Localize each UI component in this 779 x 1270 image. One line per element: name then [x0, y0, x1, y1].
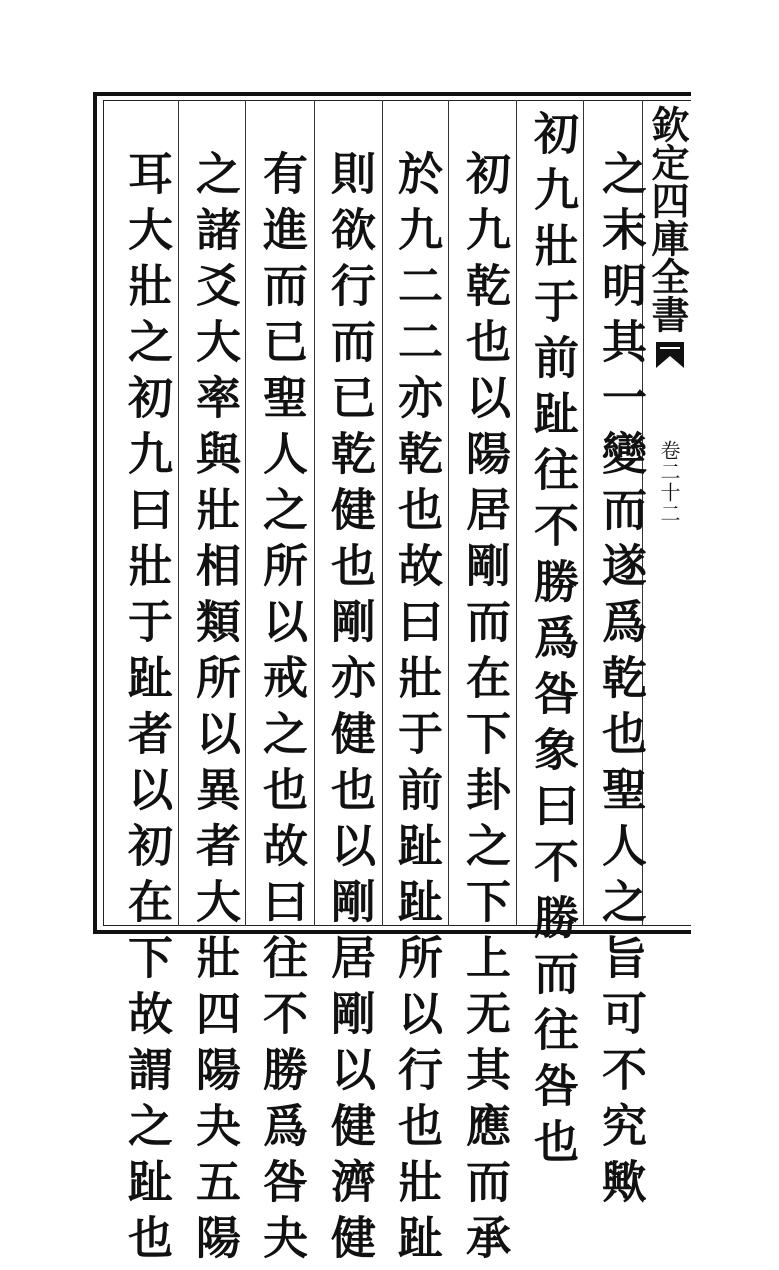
column-rule — [583, 100, 584, 926]
text-column-5: 則欲行而已乾健也剛亦健也以剛居剛以健濟健 — [323, 150, 376, 1270]
text-column-4: 於九二二亦乾也故曰壯于前趾趾所以行也壯趾 — [390, 150, 443, 1270]
column-rule — [516, 100, 517, 926]
book-title: 欽定四庫全書 — [645, 105, 690, 333]
column-rule — [314, 100, 315, 926]
text-column-7: 之諸爻大率與壯相類所以異者大壯四陽夬五陽 — [188, 150, 241, 1270]
text-column-2: 初九壯于前趾往不勝爲咎象曰不勝而往咎也 — [526, 110, 579, 1174]
column-rule — [178, 100, 179, 926]
text-column-1: 之末明其一變而遂爲乾也聖人之旨可不究歟 — [594, 150, 647, 1214]
text-column-3: 初九乾也以陽居剛而在下卦之下上无其應而承 — [458, 150, 511, 1270]
column-rule — [382, 100, 383, 926]
column-rule — [245, 100, 246, 926]
fish-tail-mark-icon — [654, 340, 686, 370]
text-column-8: 耳大壯之初九曰壯于趾者以初在下故謂之趾也 — [120, 150, 173, 1270]
volume-number: 卷二十二 — [657, 440, 681, 524]
column-rule — [448, 100, 449, 926]
text-column-6: 有進而已聖人之所以戒之也故曰往不勝爲咎夬 — [255, 150, 308, 1270]
